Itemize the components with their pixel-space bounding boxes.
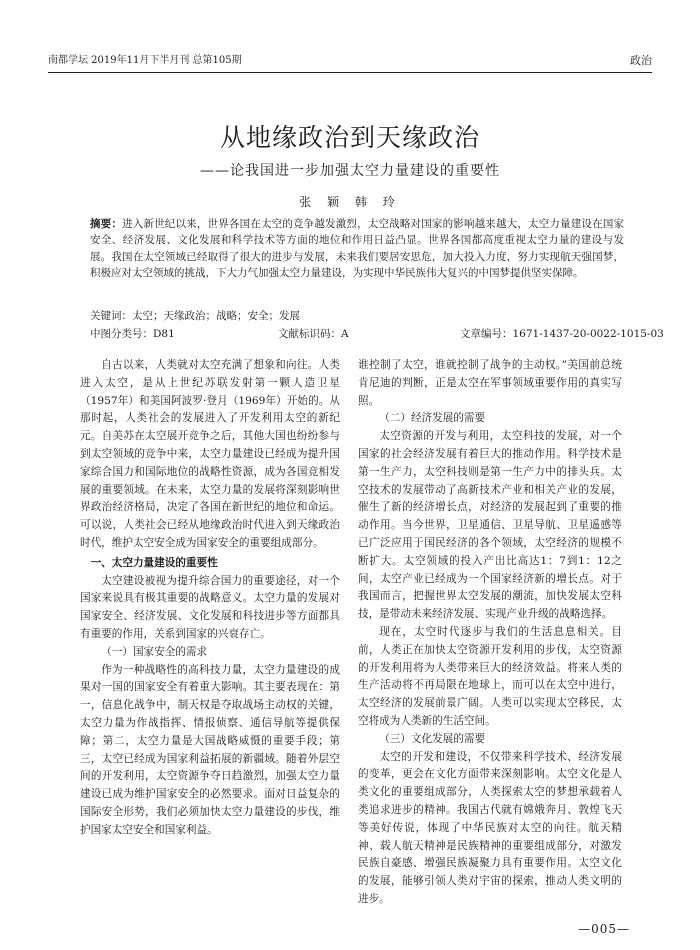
body-paragraph: 太空建设被视为提升综合国力的重要途径，对一个国家来说具有极其重要的战略意义。太空力量的发展对国家安全、经济发展、文化发展和科技进步等方面都具有重要的作用，关系到国家的兴衰存亡。 — [80, 574, 340, 640]
article-title: 从地缘政治到天缘政治 — [219, 123, 480, 152]
body-column-left — [80, 357, 340, 840]
body-paragraph: 谁控制了太空，谁就控制了战争的主动权。”美国前总统肯尼迪的判断，正是太空在军事领域重要作用的真实写照。 — [358, 359, 622, 407]
abstract-text: 进入新世纪以来，世界各国在太空的竞争越发激烈，太空战略对国家的影响越来越大，太空力量建设在国家安全、经济发展、文化发展和科学技术等方面的地位和作用日益凸显。世界各国都高度重视太空力量的建设与发展。我国在太空领域已经取得了很大的进步与发展，未来我们要居安思危，加大投入力度，努力实现航天强国梦，积极应对太空领域的挑战，下大力气加强太空力量建设，为实现中华民族伟大复兴的中国梦提供坚实保障。 — [90, 218, 625, 279]
article-number: 文章编号：1671-1437-20-0022-1015-03 — [460, 328, 664, 340]
body-paragraph: 作为一种战略性的高科技力量，太空力量建设的成果对一国的国家安全有着重大影响。其主要表现在：第一，信息化战争中，制天权是夺取战场主动权的关键，太空力量为作战指挥、情报侦察、通信导航等提供保障；第二，太空力量是大国战略威慑的重要手段；第三，太空已经成为国家利益拓展的新疆域。随着外层空间的开发利用，太空资源争夺日趋激烈，加强太空力量建设已成为维护国家安全的必然要求。面对日益复杂的国际安全形势，我们必须加快太空力量建设的步伐，维护国家太空安全和国家利益。 — [80, 663, 340, 836]
keywords — [90, 308, 624, 324]
body-column-right — [358, 357, 622, 909]
abstract — [90, 216, 624, 281]
subsection-heading: （二）经济发展的需要 — [379, 412, 486, 425]
page-number: —005— — [578, 922, 630, 936]
body-paragraph: 自古以来，人类就对太空充满了想象和向往。人类进入太空，是从上世纪苏联发射第一颗人造卫星（1957年）和美国阿波罗·登月（1969年）开始的。从那时起，人类社会的发展进入了开发利用太空的新纪元。自美苏在太空展开竞争之后，其他大国也纷纷参与到太空领域的竞争中来，太空力量建设已经成为提升国家综合国力和国际地位的战略性资源，成为各国竞相发展的重要领域。在未来，太空力量的发展将深刻影响世界政治经济格局，决定了各国在新世纪的地位和命运。可以说，人类社会已经从地缘政治时代进入到天缘政治时代，维护太空安全成为国家安全的重要组成部分。 — [80, 359, 340, 549]
article-subtitle: ——论我国进一步加强太空力量建设的重要性 — [200, 163, 500, 179]
body-paragraph: 太空的开发和建设，不仅带来科学技术、经济发展的变革，更会在文化方面带来深刻影响。太空文化是人类文化的重要组成部分，人类探索太空的梦想承载着人类追求进步的精神。我国古代就有嫦娥奔月、敦煌飞天等美好传说，体现了中华民族对太空的向往。航天精神、载人航天精神是民族精神的重要组成部分，对激发民族自豪感、增强民族凝聚力具有重要作用。太空文化的发展，能够引领人类对宇宙的探索，推动人类文明的进步。 — [358, 750, 622, 905]
body-paragraph: 现在，太空时代逐步与我们的生活息息相关。目前，人类正在加快太空资源开发利用的步伐，太空资源的开发利用将为人类带来巨大的经济效益。将来人类的生产活动将不再局限在地球上，而可以在太空中进行，太空经济的发展前景广阔。人类可以实现太空移民，太空将成为人类新的生活空间。 — [358, 625, 622, 727]
abstract-label: 摘要： — [90, 218, 123, 230]
section-heading: 一、太空力量建设的重要性 — [90, 556, 218, 569]
subsection-heading: （三）文化发展的需要 — [379, 732, 486, 745]
keywords-text: 太空；天缘政治；战略；安全；发展 — [132, 310, 300, 322]
running-head — [48, 52, 652, 70]
keywords-label: 关键词： — [90, 310, 132, 322]
clc-number: 中图分类号：D81 — [90, 328, 175, 340]
classification-line — [90, 326, 664, 342]
section-label: 政治 — [630, 54, 652, 67]
author-names: 张 颖 韩 玲 — [299, 195, 401, 209]
header-divider — [48, 72, 652, 73]
subsection-heading: （一）国家安全的需求 — [101, 645, 208, 658]
journal-issue-line: 南都学坛 2019年11月下半月刊 总第105期 — [48, 55, 242, 66]
body-paragraph: 太空资源的开发与利用，太空科技的发展，对一个国家的社会经济发展有着巨大的推动作用。科学技术是第一生产力，太空科技则是第一生产力中的排头兵。太空技术的发展带动了高新技术产业和相关产业的发展，催生了新的经济增长点，对经济的发展起到了重要的推动作用。当今世界，卫星通信、卫星导航、卫星遥感等已广泛应用于国民经济的各个领域，太空经济的规模不断扩大。太空领域的投入产出比高达1：7到1：12之间，太空产业已经成为一个国家经济新的增长点。对于我国而言，把握世界太空发展的潮流，加快发展太空科技，是带动未来经济发展、实现产业升级的战略选择。 — [358, 430, 622, 621]
document-code: 文献标识码：A — [278, 328, 349, 340]
